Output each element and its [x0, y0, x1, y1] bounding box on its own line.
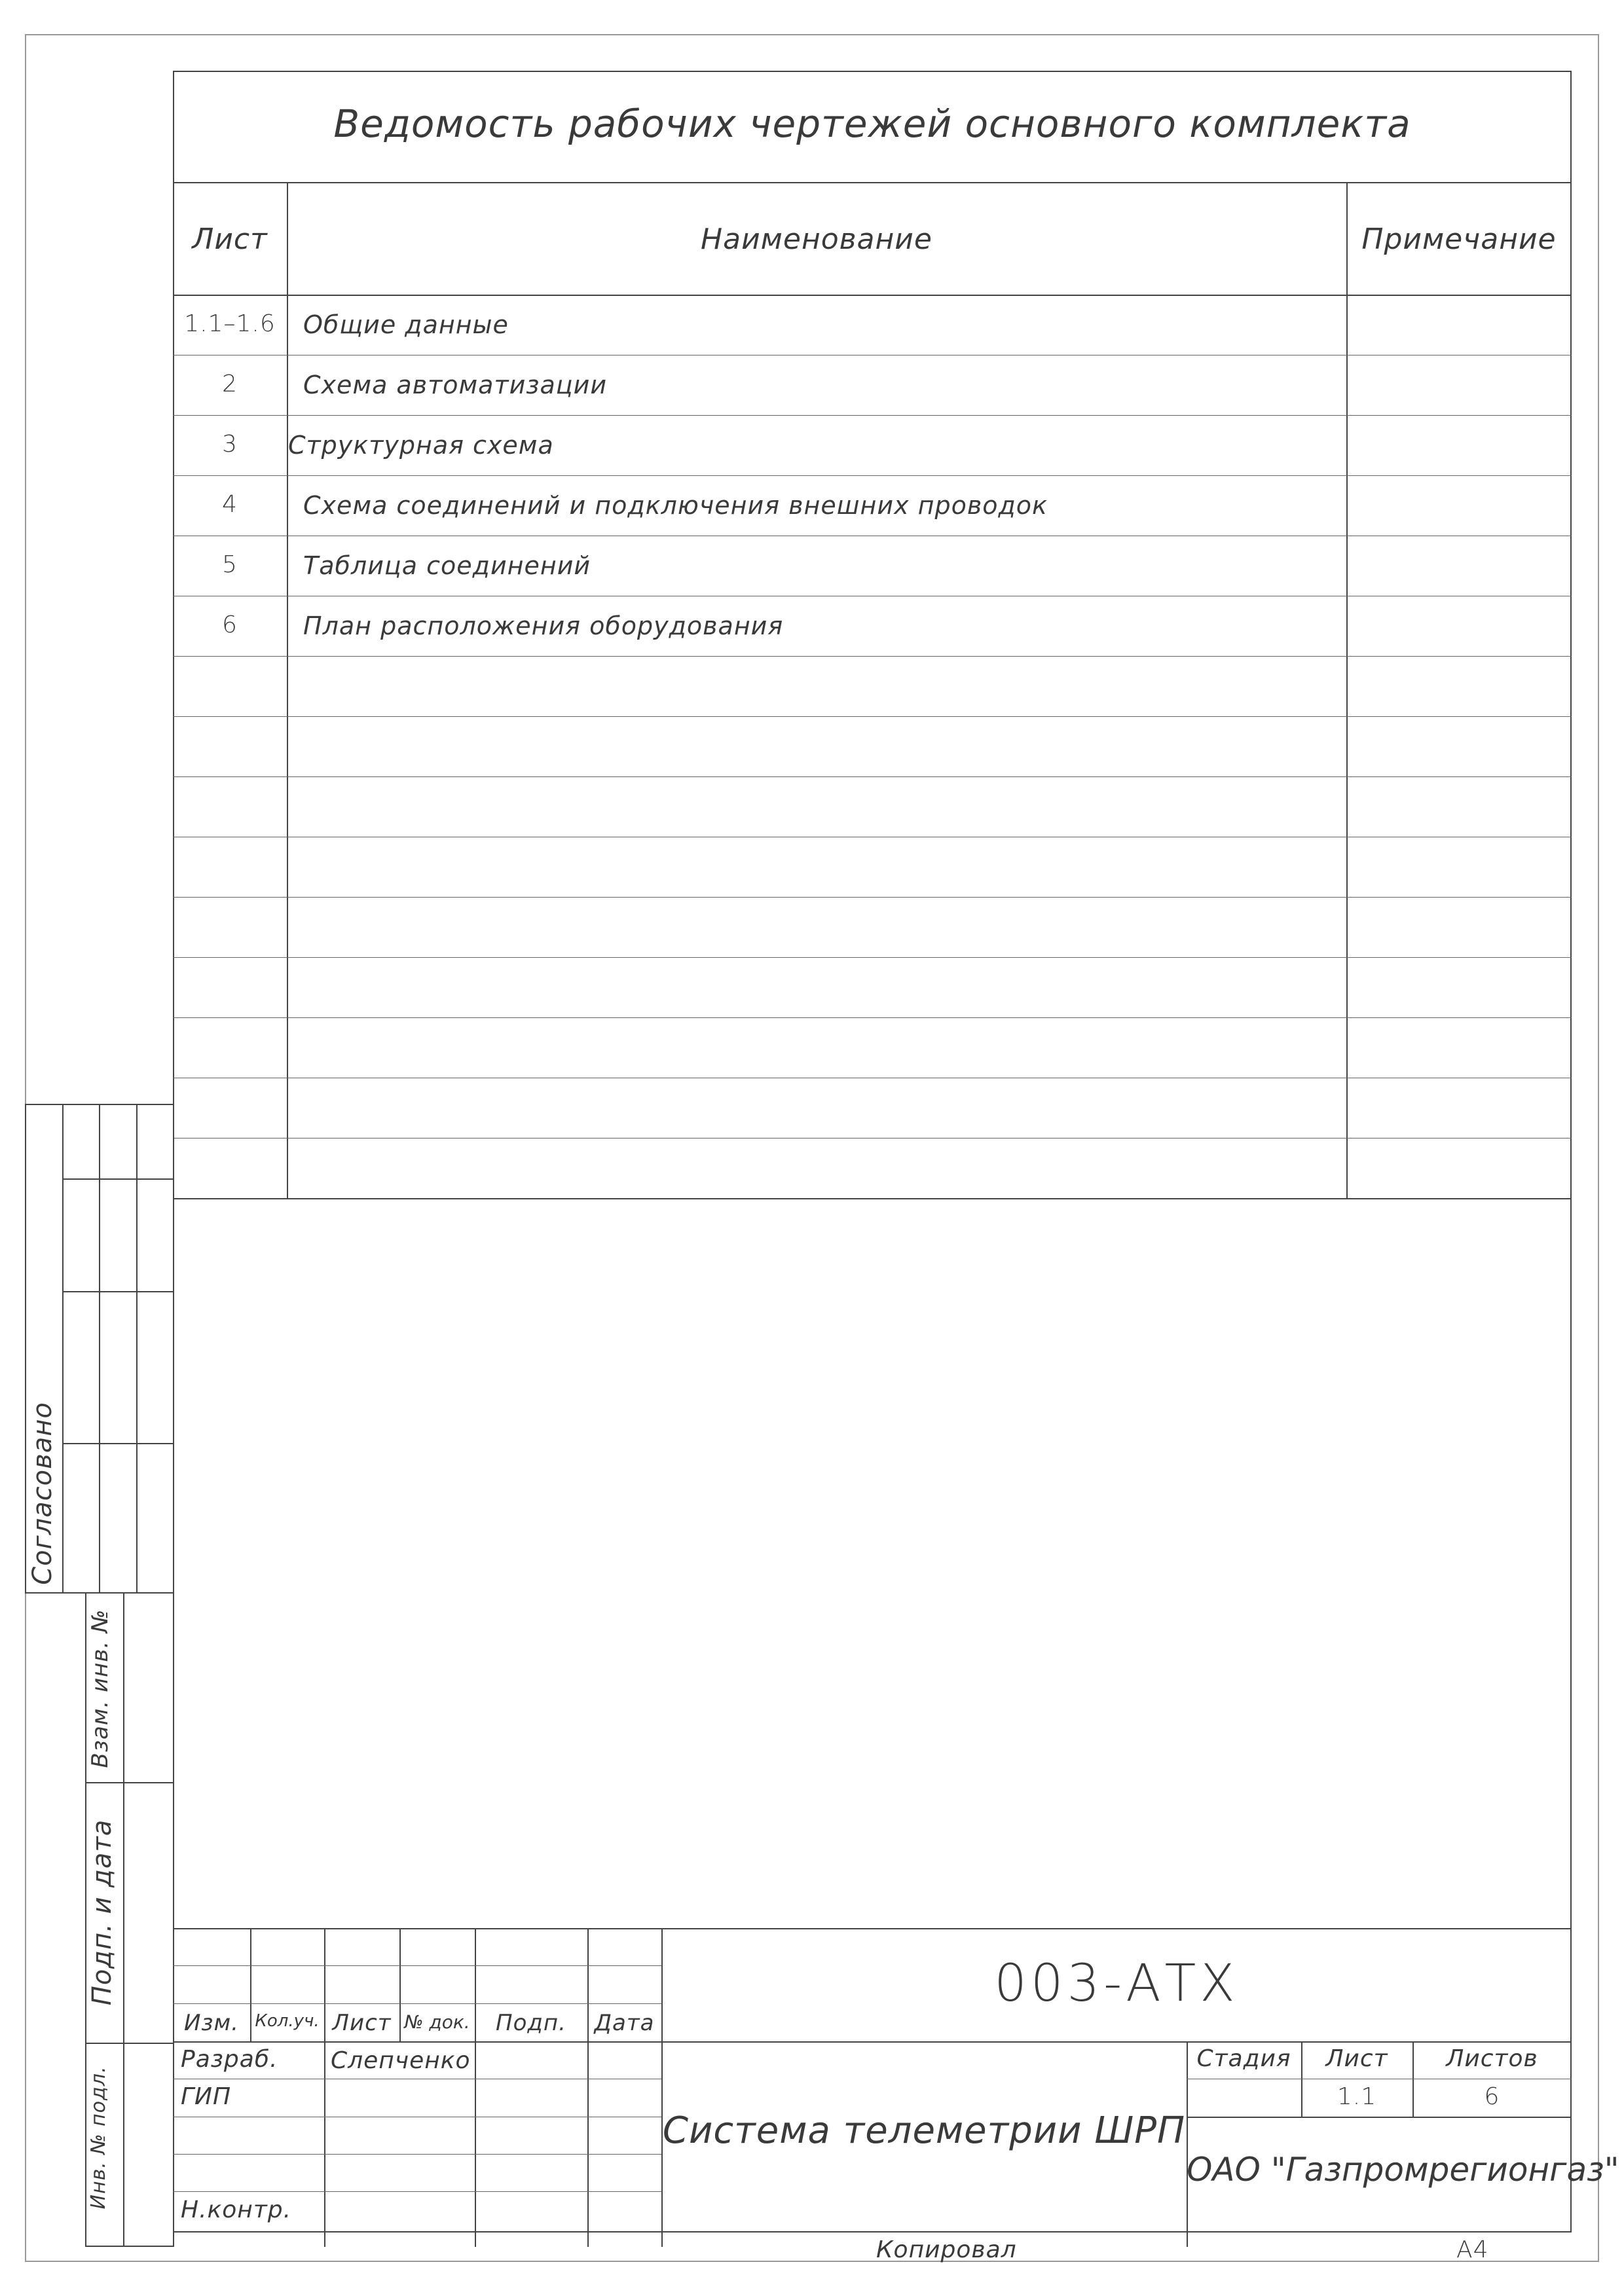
document-designation: 003-АТХ: [994, 1954, 1239, 2013]
row-sheet: 2: [222, 371, 238, 397]
row-sheet: 5: [222, 551, 238, 578]
tb-h8: [1187, 2117, 1572, 2118]
header-name: Наименование: [701, 223, 932, 256]
header-note: Примечание: [1361, 223, 1557, 256]
col-ndoc: № док.: [404, 2011, 470, 2033]
table-bottom: [173, 1198, 1572, 1199]
format-label: А4: [1456, 2236, 1489, 2263]
tb-v5: [587, 1928, 589, 2247]
col-divider-1: [287, 182, 288, 1198]
row-divider: [173, 897, 1572, 898]
row-divider: [173, 776, 1572, 777]
row-name: Схема автоматизации: [303, 371, 608, 399]
col-divider-2: [1346, 182, 1348, 1198]
sheet-label: Лист: [1325, 2045, 1388, 2072]
row-divider: [173, 1138, 1572, 1139]
row-name: План расположения оборудования: [303, 611, 784, 640]
agreed-row-3: [62, 1443, 174, 1444]
statement-title: Ведомость рабочих чертежей основного комплекта: [333, 101, 1411, 146]
tb-h6: [173, 2191, 661, 2192]
row-divider: [173, 716, 1572, 717]
col-izm: Изм.: [184, 2010, 239, 2036]
tb-main-divider: [173, 2041, 1572, 2043]
sheets-value: 6: [1484, 2083, 1500, 2110]
organization: ОАО "Газпромрегионгаз": [1187, 2151, 1619, 2189]
col-data: Дата: [594, 2010, 655, 2036]
inv-orig-label: Инв. № подл.: [87, 2066, 110, 2210]
agreed-col-2: [99, 1104, 100, 1594]
row-divider: [173, 415, 1572, 416]
row-name: Структурная схема: [288, 431, 554, 460]
row-name: Таблица соединений: [303, 551, 591, 580]
row-sheet: 4: [222, 491, 238, 518]
tb-h2: [173, 2003, 661, 2004]
tb-h1: [173, 1965, 661, 1966]
inv-col-div: [123, 1592, 124, 2247]
col-podp: Подп.: [496, 2010, 566, 2036]
agreed-row-1: [62, 1178, 174, 1180]
header-divider: [173, 295, 1572, 296]
role-razrab: Разраб.: [181, 2046, 278, 2073]
inv-row-2: [85, 2043, 174, 2044]
title-divider: [173, 182, 1572, 183]
row-sheet: 6: [222, 611, 238, 638]
project-name: Система телеметрии ШРП: [662, 2109, 1186, 2152]
developer-name: Слепченко: [331, 2047, 471, 2074]
sign-date-label: Подп. и дата: [87, 1819, 117, 2006]
col-kol: Кол.уч.: [255, 2011, 320, 2031]
role-nkontr: Н.контр.: [181, 2196, 292, 2223]
tb-top: [173, 1928, 1572, 1929]
row-sheet: 3: [222, 431, 238, 458]
agreed-label: Согласовано: [28, 1402, 58, 1585]
col-list: Лист: [332, 2010, 392, 2036]
sheets-label: Листов: [1446, 2045, 1538, 2072]
agreed-col-3: [136, 1104, 138, 1594]
replace-inv-label: Взам. инв. №: [87, 1609, 113, 1768]
stage-label: Стадия: [1196, 2045, 1291, 2072]
tb-h5: [173, 2154, 661, 2155]
row-divider: [173, 656, 1572, 657]
tb-v7: [1187, 2041, 1188, 2247]
copied-label: Копировал: [876, 2236, 1017, 2263]
row-name: Схема соединений и подключения внешних проводок: [303, 491, 1048, 520]
agreed-row-2: [62, 1291, 174, 1292]
row-divider: [173, 475, 1572, 476]
row-divider: [173, 957, 1572, 958]
sheet-value: 1.1: [1337, 2083, 1377, 2110]
row-name: Общие данные: [303, 310, 509, 339]
row-sheet: 1.1–1.6: [184, 310, 276, 337]
tb-v4: [475, 1928, 476, 2247]
row-divider: [173, 1017, 1572, 1018]
tb-v2: [324, 1928, 325, 2247]
header-sheet: Лист: [192, 223, 268, 256]
role-gip: ГИП: [181, 2083, 232, 2110]
agreed-col-1: [62, 1104, 64, 1594]
